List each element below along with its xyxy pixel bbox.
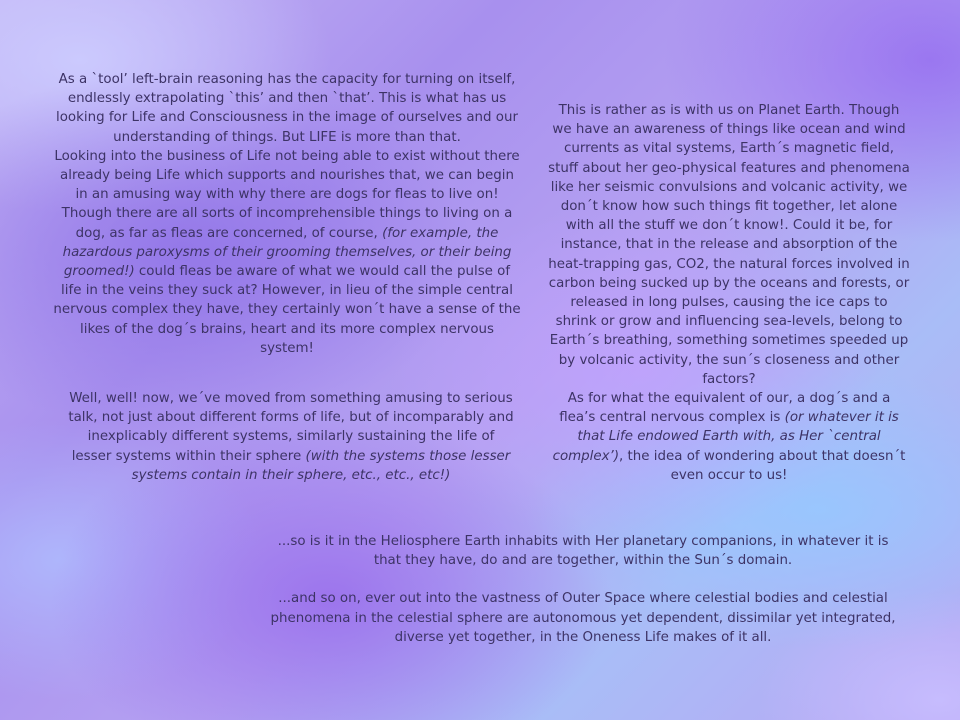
right-top-paragraph-2-end: , the idea of wondering about that doesn´t even occur to us!: [619, 448, 906, 483]
left-top-text-block: [52, 70, 522, 358]
left-middle-text-block: [66, 389, 516, 485]
left-top-paragraph-2: [52, 147, 522, 358]
left-middle-text-start: Well, well! now, we´ve moved from something amusing to serious talk, not just about different forms of life, but of incomparably and inexplicably different systems, similarly sustaining the life of lesser systems within their sphere: [68, 391, 514, 464]
right-top-paragraph-2-italic: (or whatever it is that Life endowed Earth with, as Her `central complex’): [552, 410, 899, 464]
bottom-paragraph-1: ...so is it in the Heliosphere Earth inhabits with Her planetary companions, in whatever it is that they have, do and are together, within the Sun´s domain.: [277, 534, 889, 569]
right-top-text-block: [548, 101, 910, 485]
bottom-paragraph-2: ...and so on, ever out into the vastness of Outer Space where celestial bodies and celestial phenomena in the celestial sphere are autonomous yet dependent, dissimilar yet integrated, diverse yet together, in the Oneness Life makes of it all.: [270, 591, 896, 645]
left-top-paragraph-2-start: Looking into the business of Life not being able to exist without there already being Life which supports and nourishes that, we can begin in an amusing way with why there are dogs for fleas to live on! Though there are all sorts of incomprehensible things to living on a dog, as far as fleas are concerned, of course,: [54, 148, 520, 241]
left-middle-paragraph: [66, 389, 516, 485]
bottom-text-block: [268, 532, 898, 647]
left-middle-text-italic: (with the systems those lesser systems contain in their sphere, etc., etc., etc!): [131, 448, 511, 483]
left-top-paragraph-2-italic: (for example, the hazardous paroxysms of their grooming themselves, or their being groomed!): [62, 225, 512, 280]
left-top-paragraph-2-end: could fleas be aware of what we would call the pulse of life in the veins they suck at? However, in lieu of the simple central nervous complex they have, they certainly won´t have a sense of the likes of the dog´s brains, heart and its more complex nervous system!: [53, 264, 521, 356]
paragraph-spacer: [268, 570, 898, 589]
right-top-paragraph-1: This is rather as is with us on Planet Earth. Though we have an awareness of things like ocean and wind currents as vital systems, Earth´s magnetic field, stuff about her geo-physical features and phenomena like her seismic convulsions and volcanic activity, we don´t know how such things fit together, let alone with all the stuff we don´t know!. Could it be, for instance, that in the release and absorption of the heat-trapping gas, CO2, the natural forces involved in carbon being sucked up by the oceans and forests, or released in long pulses, causing the ice caps to shrink or grow and influencing sea-levels, belong to Earth´s breathing, something sometimes speeded up by volcanic activity, the sun´s closeness and other factors?: [548, 103, 910, 387]
left-top-paragraph-1: As a `tool’ left-brain reasoning has the capacity for turning on itself, endlessly extrapolating `this’ and then `that’. This is what has us looking for Life and Consciousness in the image of ourselves and our understanding of things. But LIFE is more than that.: [56, 72, 518, 145]
right-top-paragraph-2: [548, 389, 910, 485]
right-top-paragraph-2-start: As for what the equivalent of our, a dog´s and a flea’s central nervous complex is: [559, 391, 891, 426]
